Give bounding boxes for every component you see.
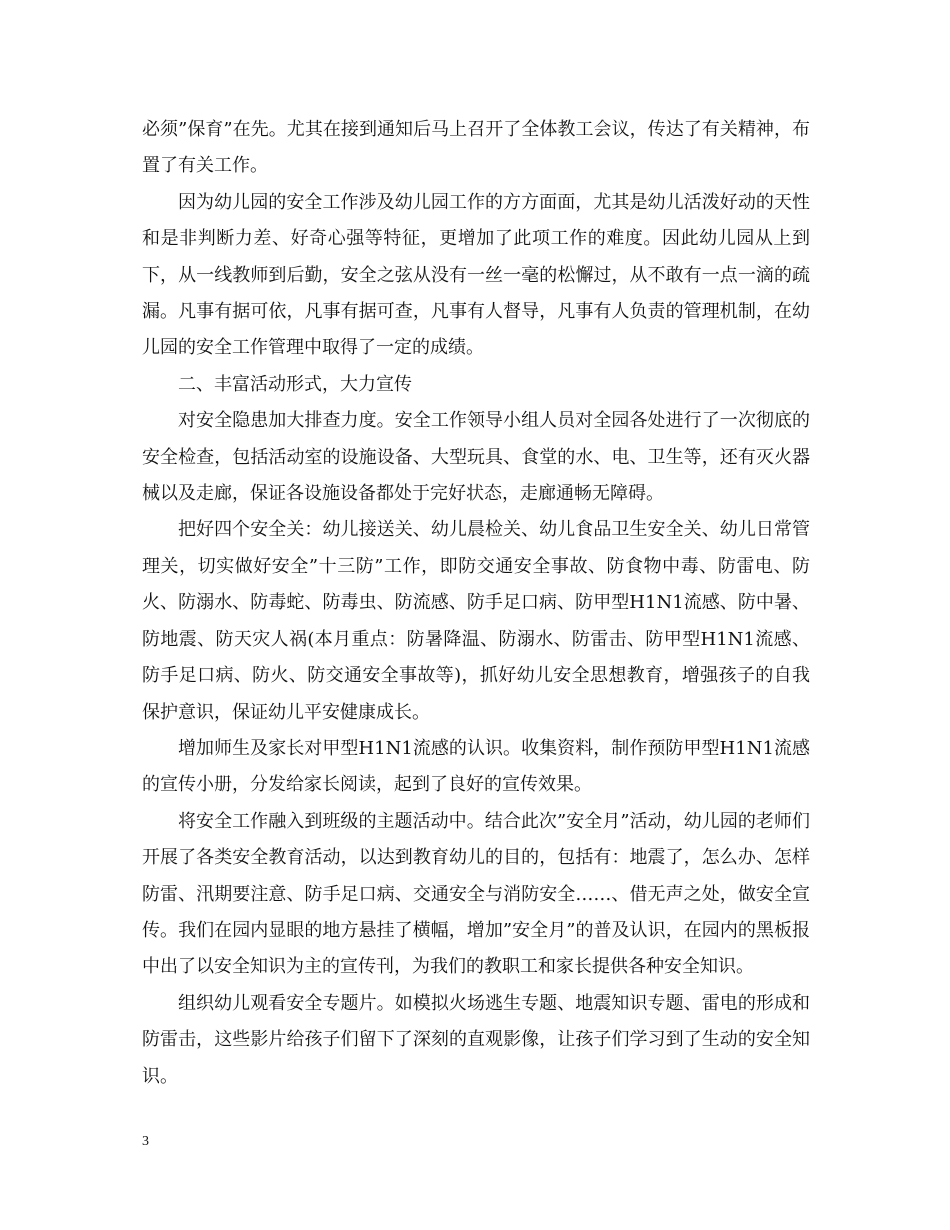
paragraph-four-checkpoints: 把好四个安全关：幼儿接送关、幼儿晨检关、幼儿食品卫生安全关、幼儿日常管理关，切实做好安全”十三防”工作，即防交通安全事故、防食物中毒、防雷电、防火、防溺水、防毒蛇、防毒虫、防流感、防手足口病、防甲型H1N1流感、防中暑、防地震、防天灾人祸(本月重点：防暑降温、防溺水、防雷击、防甲型H1N1流感、防手足口病、防火、防交通安全事故等)，抓好幼儿安全思想教育，增强孩子的自我保护意识，保证幼儿平安健康成长。 — [142, 519, 810, 723]
section-heading-activities: 二、丰富活动形式，大力宣传 — [178, 373, 412, 395]
paragraph-safety-importance: 因为幼儿园的安全工作涉及幼儿园工作的方方面面，尤其是幼儿活泼好动的天性和是非判断力差、好奇心强等特征，更增加了此项工作的难度。因此幼儿园从上到下，从一线教师到后勤，安全之弦从没有一丝一毫的松懈过，从不敢有一点一滴的疏漏。凡事有据可依，凡事有据可查，凡事有人督导，凡事有人负责的管理机制，在幼儿园的安全工作管理中取得了一定的成绩。 — [142, 191, 810, 359]
paragraph-continuation: 必须”保育”在先。尤其在接到通知后马上召开了全体教工会议，传达了有关精神，布置了有关工作。 — [142, 119, 810, 177]
paragraph-class-activities: 将安全工作融入到班级的主题活动中。结合此次”安全月”活动，幼儿园的老师们开展了各类安全教育活动，以达到教育幼儿的目的，包括有：地震了，怎么办、怎样防雷、汛期要注意、防手足口病、交通安全与消防安全……、借无声之处，做安全宣传。我们在园内显眼的地方悬挂了横幅，增加”安全月”的普及认识，在园内的黑板报中出了以安全知识为主的宣传刊，为我们的教职工和家长提供各种安全知识。 — [142, 810, 810, 978]
page-number: 3 — [142, 1134, 149, 1149]
paragraph-h1n1-awareness: 增加师生及家长对甲型H1N1流感的认识。收集资料，制作预防甲型H1N1流感的宣传小册，分发给家长阅读，起到了良好的宣传效果。 — [142, 737, 810, 796]
paragraph-hazard-inspection: 对安全隐患加大排查力度。安全工作领导小组人员对全园各处进行了一次彻底的安全检查，包括活动室的设施设备、大型玩具、食堂的水、电、卫生等，还有灭火器械以及走廊，保证各设施设备都处于完好状态，走廊通畅无障碍。 — [142, 410, 810, 505]
document-body — [142, 112, 810, 1095]
paragraph-safety-films: 组织幼儿观看安全专题片。如模拟火场逃生专题、地震知识专题、雷电的形成和防雷击，这些影片给孩子们留下了深刻的直观影像，让孩子们学习到了生动的安全知识。 — [142, 992, 810, 1087]
